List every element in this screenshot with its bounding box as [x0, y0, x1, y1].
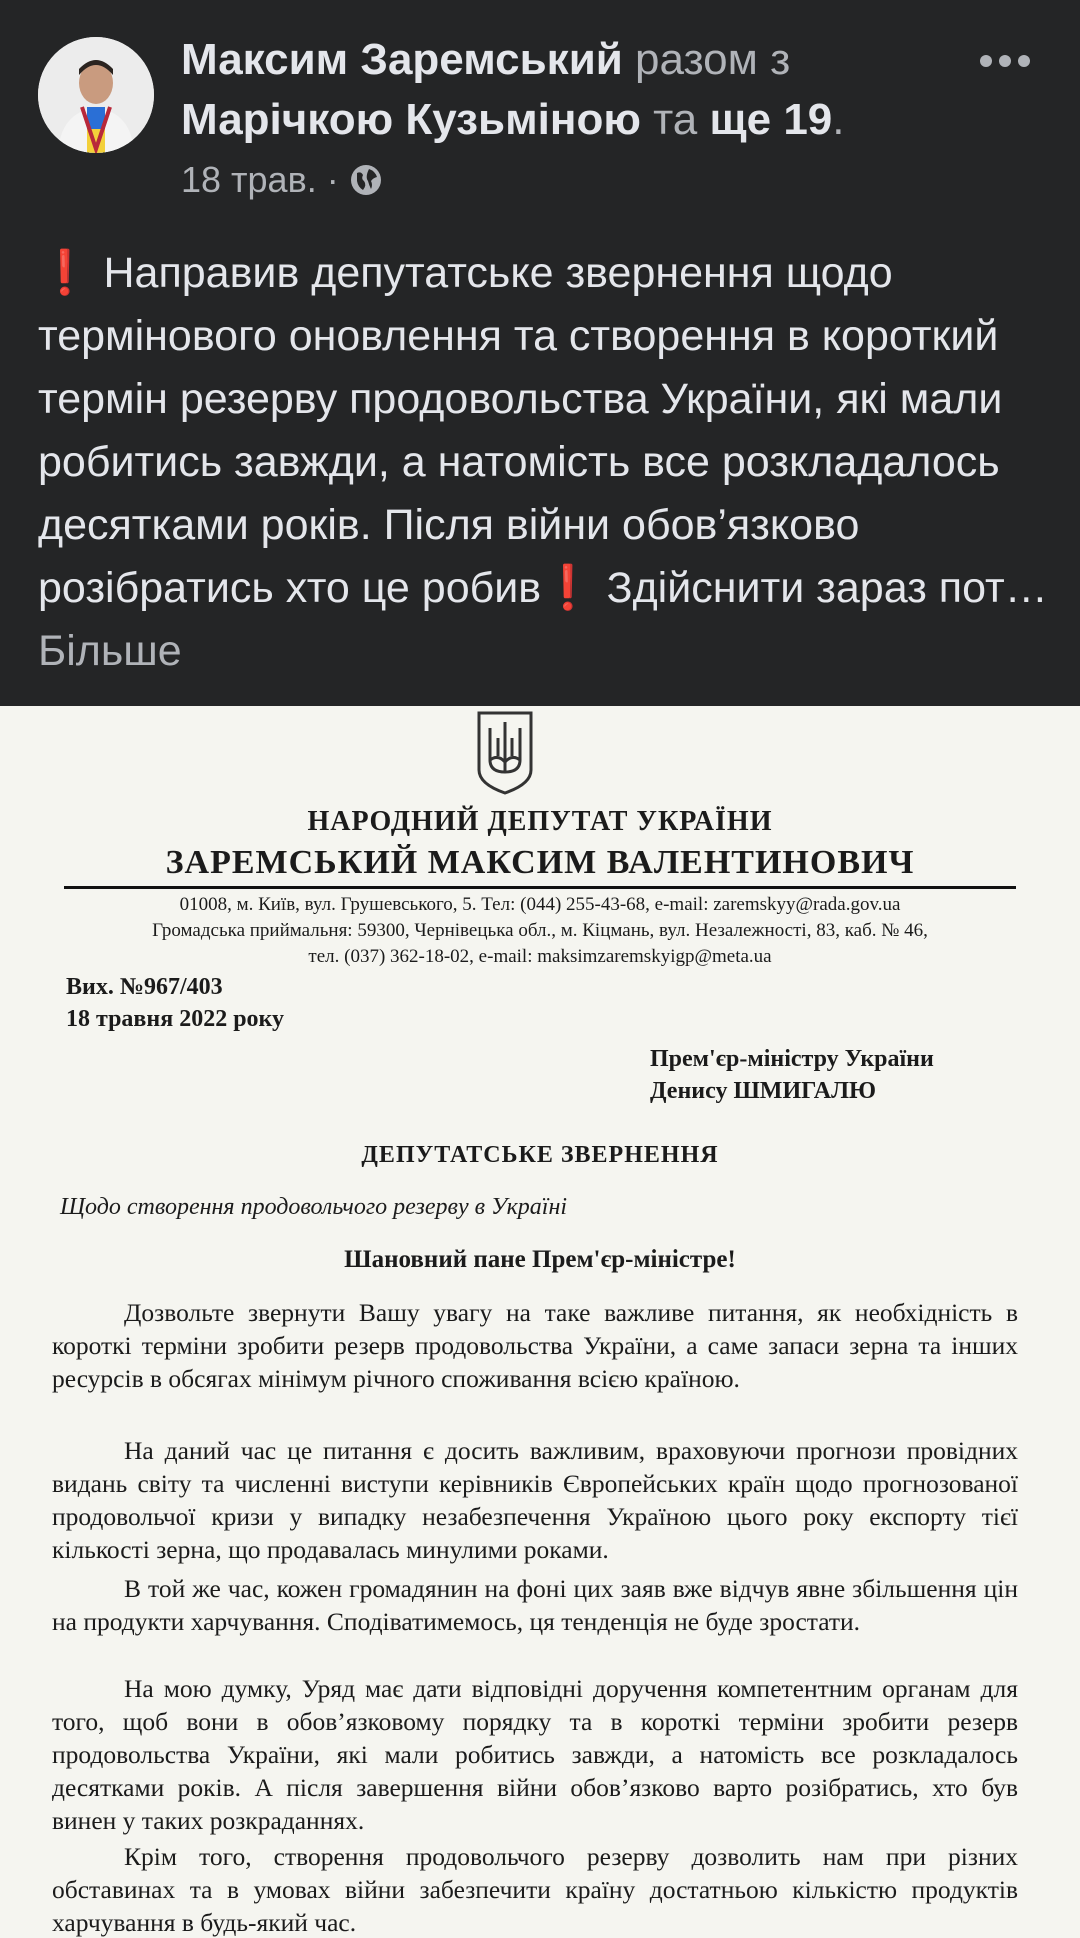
doc-divider [64, 886, 1016, 889]
period: . [832, 95, 845, 144]
doc-paragraph-1-text: Дозвольте звернути Вашу увагу на таке важливе питання, як необхідність в короткі терміни зробити резерв продовольства України, а саме запаси зерна та інших ресурсів в обсягах мінімум річного споживання всією країною. [52, 1298, 1018, 1393]
doc-title-2: ЗАРЕМСЬКИЙ МАКСИМ ВАЛЕНТИНОВИЧ [165, 844, 915, 881]
post-text [38, 242, 1048, 683]
doc-title-1: НАРОДНИЙ ДЕПУТАТ УКРАЇНИ [307, 806, 773, 837]
doc-subject: Щодо створення продовольчого резерву в Україні [60, 1194, 568, 1220]
meta-separator: · [326, 159, 339, 200]
tagged-person[interactable]: Марічкою Кузьміною [181, 95, 641, 144]
doc-address-2: Громадська приймальня: 59300, Чернівецька обл., м. Кіцмань, вул. Незалежності, 83, каб. № 46, [152, 920, 928, 941]
more-options-button[interactable] [970, 30, 1040, 80]
post-text-part2: Здійснити зараз пот… [594, 564, 1048, 612]
with-text: разом з [635, 35, 791, 84]
avatar-portrait-icon [38, 37, 154, 153]
trident-emblem-icon [476, 710, 534, 796]
others-link[interactable]: ще 19 [709, 95, 833, 144]
doc-greeting: Шановний пане Прем'єр-міністре! [344, 1246, 736, 1273]
more-horizontal-icon [979, 54, 1031, 68]
doc-address-1: 01008, м. Київ, вул. Грушевського, 5. Тел: (044) 255-43-68, e-mail: zaremskyy@rada.gov.ua [179, 894, 901, 915]
doc-date: 18 травня 2022 року [66, 1006, 285, 1032]
doc-heading: ДЕПУТАТСЬКЕ ЗВЕРНЕННЯ [361, 1142, 719, 1168]
post-title [181, 30, 961, 150]
and-text: та [653, 95, 698, 144]
doc-recipient-2: Денису ШМИГАЛЮ [650, 1078, 877, 1104]
globe-icon [349, 163, 383, 197]
author-name[interactable]: Максим Заремський [181, 35, 623, 84]
post-image-document[interactable] [0, 706, 1080, 1938]
doc-paragraph-2-text: На даний час це питання є досить важливим, враховуючи прогнози провідних видань світу та численні виступи керівників Європейських країн щодо прогнозованої продовольчої кризи у випадку незабезпечення Україною цього року експорту тієї кількості зерна, що продавалась минулими роками. [52, 1436, 1018, 1564]
doc-outgoing-number: Вих. №967/403 [66, 974, 223, 1000]
doc-paragraph-3 [52, 1572, 1018, 1638]
doc-paragraph-2 [52, 1434, 1018, 1566]
post-text-part1: Направив депутатське звернення щодо термінового оновлення та створення в короткий термін резерву продовольства України, які мали робитись завжди, а натомість все розкладалось десятками років. Після війни обов’язково розібратись хто це робив [38, 249, 1003, 612]
doc-paragraph-4-text: На мою думку, Уряд має дати відповідні доручення компетентним органам для того, щоб вони в обов’язковому порядку та в короткі терміни зробити резерв продовольства України, які мали робитись завжди, а натомість все розкладалось десятками років. А після завершення війни обов’язково варто розібратись, хто був винен у таких розкраданнях. [52, 1674, 1018, 1835]
exclamation-emoji-icon: ❗ [541, 564, 595, 612]
see-more-link[interactable]: Більше [38, 627, 182, 675]
doc-address-3: тел. (037) 362-18-02, e-mail: maksimzaremskyigp@meta.ua [308, 946, 772, 967]
doc-paragraph-5 [52, 1840, 1018, 1938]
exclamation-emoji-icon: ❗ [38, 249, 92, 297]
post-date[interactable]: 18 трав. [181, 159, 317, 200]
doc-recipient-1: Прем'єр-міністру України [650, 1046, 934, 1072]
post-meta [181, 155, 383, 205]
post-header [0, 0, 1080, 230]
doc-paragraph-4 [52, 1672, 1018, 1837]
doc-paragraph-3-text: В той же час, кожен громадянин на фоні цих заяв вже відчув явне збільшення цін на продукти харчування. Сподіватимемось, ця тенденція не буде зростати. [52, 1574, 1018, 1636]
doc-paragraph-5-text: Крім того, створення продовольчого резерву дозволить нам при різних обставинах та в умовах війни забезпечити країну достатньою кількістю продуктів харчування в будь-який час. [52, 1842, 1018, 1937]
author-avatar[interactable] [38, 37, 154, 153]
doc-paragraph-1 [52, 1296, 1018, 1395]
